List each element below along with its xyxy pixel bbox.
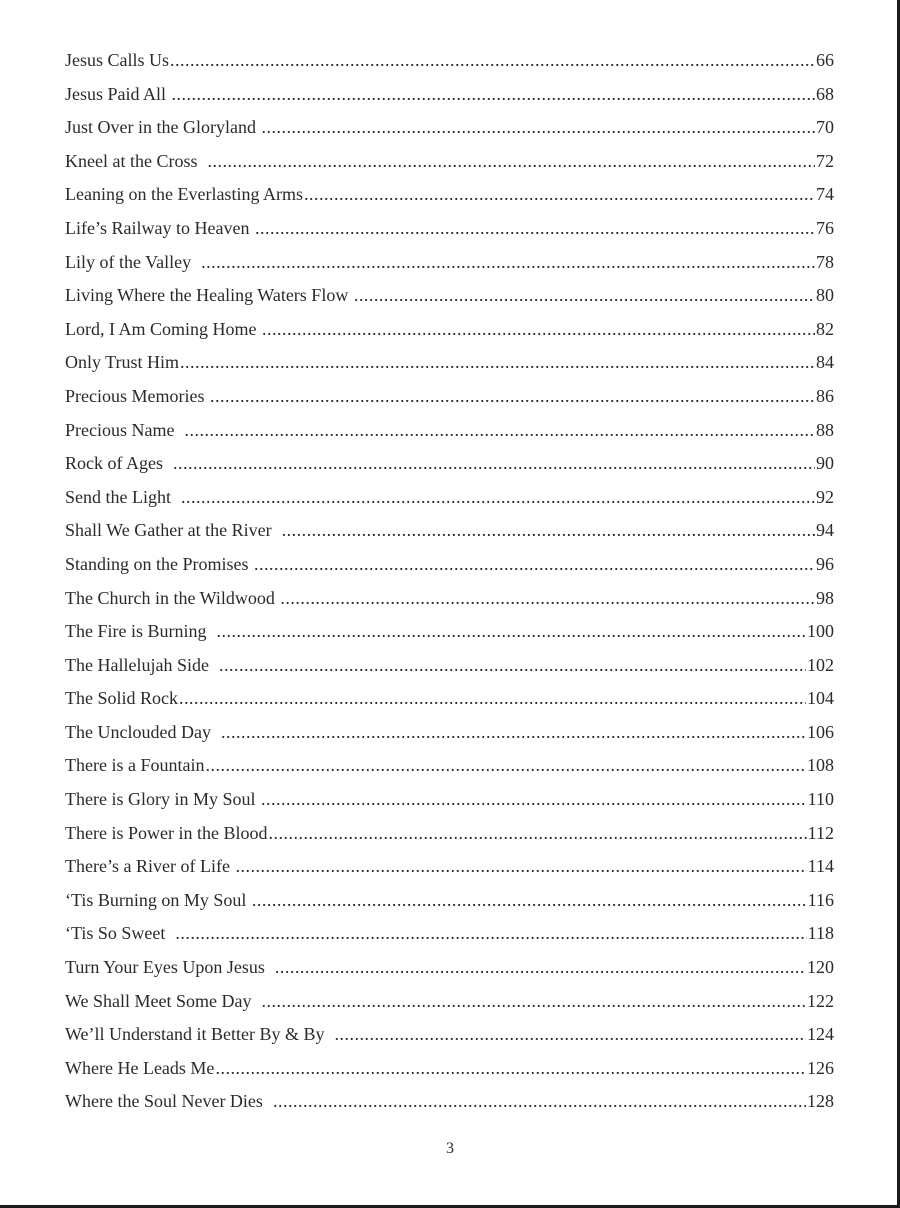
toc-entry-page: 128 — [807, 1091, 834, 1112]
toc-entry-page: 66 — [816, 50, 834, 70]
dot-leader — [184, 414, 815, 448]
toc-entry-page: 82 — [816, 318, 834, 339]
toc-entry-title: Just Over in the Gloryland — [65, 117, 261, 138]
toc-entry-page: 126 — [807, 1057, 834, 1078]
toc-entry — [65, 749, 834, 783]
dot-leader — [282, 514, 815, 548]
dot-leader — [170, 44, 815, 78]
toc-entry-page: 70 — [816, 117, 834, 138]
dot-leader — [280, 582, 815, 616]
toc-entry — [65, 682, 834, 716]
toc-entry-title: Where He Leads Me — [65, 1057, 215, 1078]
toc-entry-title: Life’s Railway to Heaven — [65, 217, 254, 238]
dot-leader — [252, 884, 807, 918]
toc-entry-page: 102 — [807, 654, 834, 675]
toc-entry-title: There is Power in the Blood — [65, 822, 268, 843]
toc-entry-page: 96 — [816, 553, 834, 574]
toc-entry-title: Jesus Paid All — [65, 83, 171, 104]
toc-entry-page: 86 — [816, 385, 834, 406]
dot-leader — [207, 145, 815, 179]
dot-leader — [221, 716, 806, 750]
toc-entry-title: Standing on the Promises — [65, 553, 253, 574]
toc-entry — [65, 246, 834, 280]
toc-entry — [65, 481, 834, 515]
toc-entry-page: 112 — [807, 822, 834, 843]
toc-entry — [65, 548, 834, 582]
toc-entry-page: 118 — [807, 923, 834, 944]
toc-entry — [65, 514, 834, 548]
toc-entry — [65, 447, 834, 481]
toc-entry-title: Where the Soul Never Dies — [65, 1091, 272, 1112]
dot-leader — [354, 279, 815, 313]
toc-entry-title: ‘Tis Burning on My Soul — [65, 889, 251, 910]
toc-entry-page: 94 — [816, 520, 834, 541]
toc-entry — [65, 1052, 834, 1086]
dot-leader — [262, 985, 806, 1019]
toc-entry — [65, 582, 834, 616]
toc-entry-page: 106 — [807, 721, 834, 742]
toc-entry-title: Kneel at the Cross — [65, 150, 207, 171]
toc-entry — [65, 917, 834, 951]
toc-entry — [65, 1085, 834, 1119]
dot-leader — [215, 1052, 806, 1086]
table-of-contents — [65, 44, 834, 1119]
toc-entry-title: There is Glory in My Soul — [65, 789, 260, 810]
toc-entry-page: 80 — [816, 285, 834, 306]
toc-entry — [65, 78, 834, 112]
dot-leader — [201, 246, 815, 280]
dot-leader — [255, 212, 815, 246]
toc-entry-page: 88 — [816, 419, 834, 440]
toc-entry-page: 122 — [807, 990, 834, 1011]
dot-leader — [179, 682, 806, 716]
dot-leader — [180, 346, 815, 380]
toc-entry — [65, 985, 834, 1019]
toc-entry-title: Precious Memories — [65, 385, 209, 406]
toc-entry-title: Rock of Ages — [65, 453, 172, 474]
toc-entry — [65, 346, 834, 380]
dot-leader — [173, 447, 815, 481]
dot-leader — [235, 850, 806, 884]
toc-entry-page: 98 — [816, 587, 834, 608]
toc-entry-page: 124 — [807, 1024, 834, 1045]
toc-entry-page: 114 — [807, 856, 834, 877]
toc-entry — [65, 313, 834, 347]
toc-entry-title: The Unclouded Day — [65, 721, 220, 742]
toc-entry-page: 108 — [807, 755, 834, 776]
toc-entry-title: Only Trust Him — [65, 352, 180, 373]
page-number: 3 — [446, 1140, 454, 1157]
dot-leader — [210, 380, 815, 414]
toc-entry-title: There’s a River of Life — [65, 856, 235, 877]
toc-entry-title: The Fire is Burning — [65, 621, 216, 642]
toc-entry — [65, 951, 834, 985]
toc-entry-title: Living Where the Healing Waters Flow — [65, 285, 353, 306]
toc-entry-page: 110 — [807, 789, 834, 810]
dot-leader — [275, 951, 806, 985]
dot-leader — [219, 649, 806, 683]
toc-entry-title: Shall We Gather at the River — [65, 520, 281, 541]
toc-entry-title: The Hallelujah Side — [65, 654, 218, 675]
toc-entry — [65, 212, 834, 246]
toc-entry-title: ‘Tis So Sweet — [65, 923, 175, 944]
toc-entry-page: 68 — [816, 83, 834, 104]
toc-entry — [65, 649, 834, 683]
toc-entry — [65, 1018, 834, 1052]
toc-entry — [65, 279, 834, 313]
toc-entry — [65, 817, 834, 851]
toc-entry-page: 100 — [807, 621, 834, 642]
toc-entry-page: 116 — [807, 889, 834, 910]
toc-entry-title: We’ll Understand it Better By & By — [65, 1024, 334, 1045]
toc-entry-title: Leaning on the Everlasting Arms — [65, 184, 303, 205]
dot-leader — [205, 749, 806, 783]
toc-entry — [65, 850, 834, 884]
dot-leader — [172, 78, 815, 112]
toc-entry-title: Precious Name — [65, 419, 184, 440]
toc-entry — [65, 615, 834, 649]
toc-entry-page: 120 — [807, 957, 834, 978]
dot-leader — [261, 783, 807, 817]
toc-entry-page: 104 — [807, 688, 834, 709]
toc-entry-title: Lily of the Valley — [65, 251, 201, 272]
toc-entry-title: Jesus Calls Us — [65, 50, 170, 70]
toc-entry-title: There is a Fountain — [65, 755, 205, 776]
dot-leader — [261, 111, 815, 145]
toc-entry-page: 74 — [816, 184, 834, 205]
toc-entry — [65, 783, 834, 817]
dot-leader — [181, 481, 815, 515]
toc-entry — [65, 178, 834, 212]
toc-entry — [65, 414, 834, 448]
toc-entry-title: Lord, I Am Coming Home — [65, 318, 261, 339]
dot-leader — [335, 1018, 806, 1052]
toc-entry — [65, 716, 834, 750]
dot-leader — [217, 615, 807, 649]
dot-leader — [262, 313, 815, 347]
toc-entry-page: 90 — [816, 453, 834, 474]
toc-entry — [65, 44, 834, 78]
toc-entry-page: 84 — [816, 352, 834, 373]
toc-entry — [65, 145, 834, 179]
toc-entry-page: 92 — [816, 486, 834, 507]
toc-entry-title: Turn Your Eyes Upon Jesus — [65, 957, 274, 978]
toc-entry-title: The Church in the Wildwood — [65, 587, 280, 608]
dot-leader — [268, 817, 806, 851]
toc-entry — [65, 884, 834, 918]
toc-entry-page: 72 — [816, 150, 834, 171]
dot-leader — [254, 548, 815, 582]
toc-entry — [65, 380, 834, 414]
toc-entry-title: The Solid Rock — [65, 688, 178, 709]
dot-leader — [273, 1085, 806, 1119]
toc-entry — [65, 111, 834, 145]
toc-entry-page: 76 — [816, 217, 834, 238]
dot-leader — [304, 178, 815, 212]
dot-leader — [175, 917, 806, 951]
toc-entry-page: 78 — [816, 251, 834, 272]
toc-entry-title: We Shall Meet Some Day — [65, 990, 261, 1011]
toc-entry-title: Send the Light — [65, 486, 180, 507]
